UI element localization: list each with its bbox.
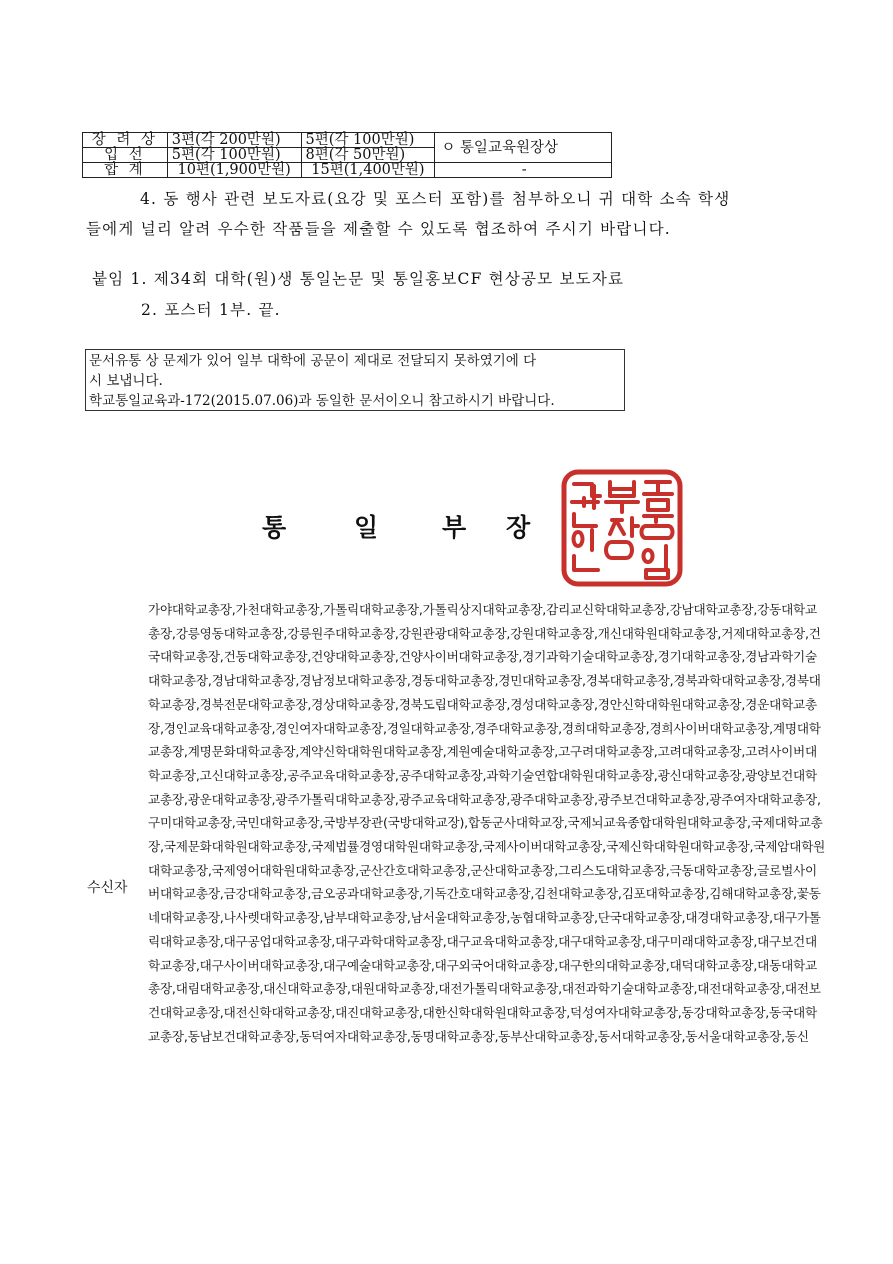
award-label: 합 계 xyxy=(83,163,168,178)
award-cell: 5편(각 100만원) xyxy=(167,148,301,163)
paragraph-4-line-1: 4. 동 행사 관련 보도자료(요강 및 포스터 포함)를 첨부하오니 귀 대학 소속 학생 xyxy=(140,190,731,208)
table-row xyxy=(83,163,612,178)
issuer-char: 장 xyxy=(506,513,531,542)
issuer-char: 부 xyxy=(442,513,467,542)
attachment-line-1: 붙임 1. 제34회 대학(원)생 통일논문 및 통일홍보CF 현상공모 보도자료 xyxy=(92,270,625,288)
award-label: 장 려 상 xyxy=(83,133,168,148)
recipients-label: 수신자 xyxy=(87,880,128,896)
award-cell: 3편(각 200만원) xyxy=(167,133,301,148)
award-table xyxy=(82,132,612,178)
official-seal-icon xyxy=(560,468,684,588)
award-side-total: - xyxy=(435,163,612,178)
notice-line-3: 학교통일교육과-172(2015.07.06)과 동일한 문서이오니 참고하시기 바랍니다. xyxy=(89,393,555,409)
notice-line-2: 시 보냅니다. xyxy=(89,373,163,389)
award-side-note: ㅇ 통일교육원장상 xyxy=(435,133,612,163)
resend-notice-box xyxy=(85,349,625,411)
notice-line-1: 문서유통 상 문제가 있어 일부 대학에 공문이 제대로 전달되지 못하였기에 다 xyxy=(89,353,537,369)
issuer-char: 통 xyxy=(262,513,287,542)
table-row xyxy=(83,133,612,148)
recipients-list: 가야대학교총장,가천대학교총장,가톨릭대학교총장,가톨릭상지대학교총장,감리교신학대학교총장,강남대학교총장,강동대학교총장,강릉영동대학교총장,강릉원주대학교총장,강원관광대학교총장,강원대학교총장,개신대학원대학교총장,거제대학교총장,건국대학교총장,건동대학교총장,건양대학교총장,건양사이버대학교총장,경기과학기술대학교총장,경기대학교총장,경남과학기술대학교총장,경남대학교총장,경남정보대학교총장,경동대학교총장,경민대학교총장,경복대학교총장,경북과학대학교총장,경북대학교총장,경북전문대학교총장,경상대학교총장,경북도립대학교총장,경성대학교총장,경안신학대학원대학교총장,경운대학교총장,경인교육대학교총장,경인여자대학교총장,경일대학교총장,경주대학교총장,경희대학교총장,경희사이버대학교총장,계명대학교총장,계명문화대학교총장,계약신학대학원대학교총장,계원예술대학교총장,고구려대학교총장,고려대학교총장,고려사이버대학교총장,고신대학교총장,공주교육대학교총장,공주대학교총장,과학기술연합대학원대학교총장,광신대학교총장,광양보건대학교총장,광운대학교총장,광주가톨릭대학교총장,광주교육대학교총장,광주대학교총장,광주보건대학교총장,광주여자대학교총장,구미대학교총장,국민대학교총장,국방부장관(국방대학교장),합동군사대학교장,국제뇌교육종합대학원대학교총장,국제대학교총장,국제문화대학원대학교총장,국제법률경영대학원대학교총장,국제사이버대학교총장,국제신학대학원대학교총장,국제암대학원대학교총장,국제영어대학원대학교총장,군산간호대학교총장,군산대학교총장,그리스도대학교총장,극동대학교총장,글로벌사이버대학교총장,금강대학교총장,금오공과대학교총장,기독간호대학교총장,김천대학교총장,김포대학교총장,김해대학교총장,꽃동네대학교총장,나사렛대학교총장,남부대학교총장,남서울대학교총장,농협대학교총장,단국대학교총장,대경대학교총장,대구가톨릭대학교총장,대구공업대학교총장,대구과학대학교총장,대구교육대학교총장,대구대학교총장,대구미래대학교총장,대구보건대학교총장,대구사이버대학교총장,대구예술대학교총장,대구외국어대학교총장,대구한의대학교총장,대덕대학교총장,대동대학교총장,대림대학교총장,대신대학교총장,대원대학교총장,대전가톨릭대학교총장,대전과학기술대학교총장,대전대학교총장,대전보건대학교총장,대전신학대학교총장,대진대학교총장,대한신학대학원대학교총장,덕성여자대학교총장,동강대학교총장,동국대학교총장,동남보건대학교총장,동덕여자대학교총장,동명대학교총장,동부산대학교총장,동서대학교총장,동서울대학교총장,동신 xyxy=(148,602,826,1044)
award-cell: 5편(각 100만원) xyxy=(301,133,435,148)
issuer-char: 일 xyxy=(354,513,379,542)
award-cell: 8편(각 50만원) xyxy=(301,148,435,163)
attachment-line-2: 2. 포스터 1부. 끝. xyxy=(141,301,281,319)
award-label: 입 선 xyxy=(83,148,168,163)
paragraph-4-line-2: 들에게 널리 알려 우수한 작품들을 제출할 수 있도록 협조하여 주시기 바랍니다. xyxy=(86,220,671,238)
award-cell: 15편(1,400만원) xyxy=(301,163,435,178)
award-cell: 10편(1,900만원) xyxy=(167,163,301,178)
